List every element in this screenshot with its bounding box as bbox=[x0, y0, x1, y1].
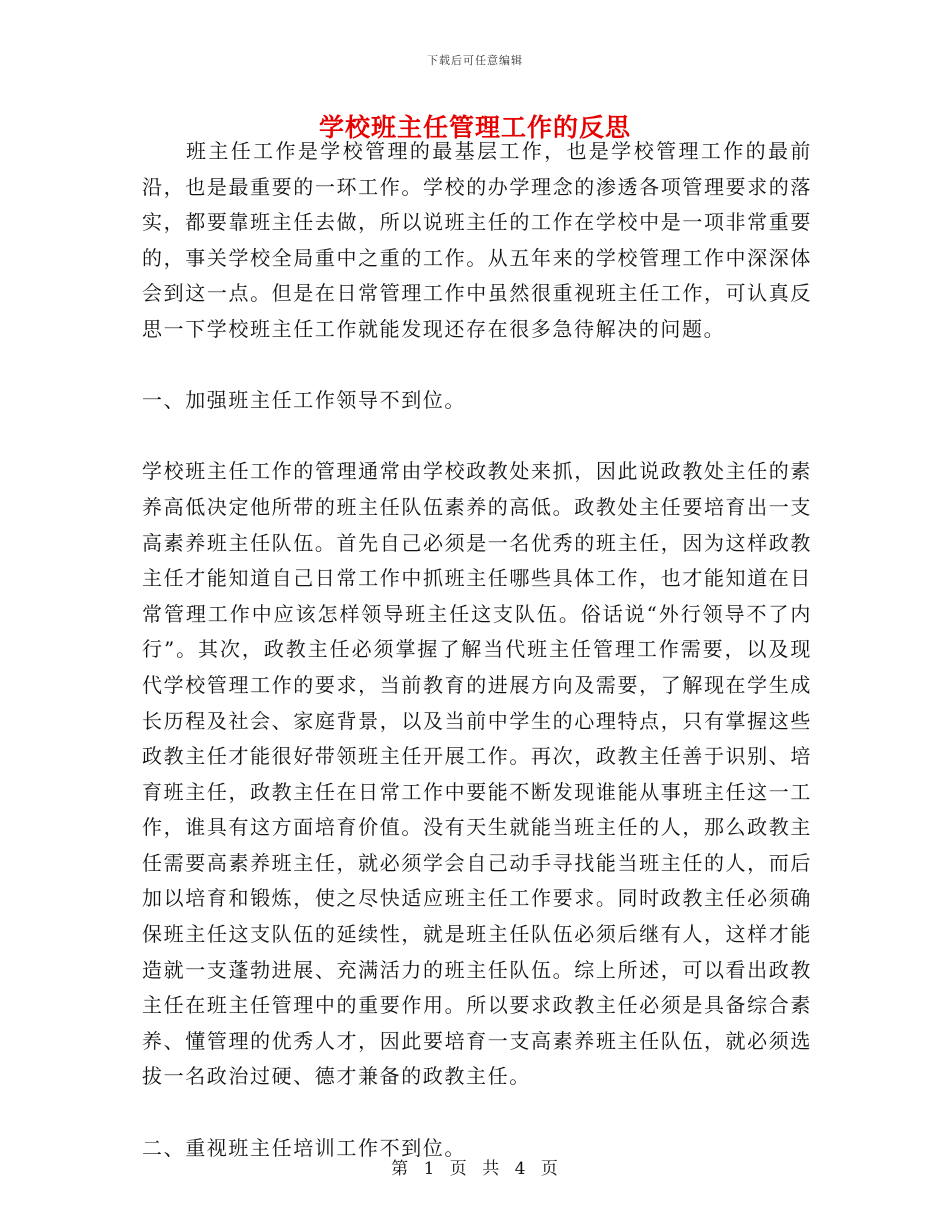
header-note: 下载后可任意编辑 bbox=[427, 54, 523, 67]
section-heading-2: 二、重视班主任培训工作不到位。 bbox=[142, 1135, 466, 1160]
section-heading-1: 一、加强班主任工作领导不到位。 bbox=[142, 388, 466, 413]
document-title: 学校班主任管理工作的反思 bbox=[318, 113, 631, 142]
page-footer: 第 1 页 共 4 页 bbox=[391, 1159, 559, 1179]
section-1-paragraph: 学校班主任工作的管理通常由学校政教处来抓，因此说政教处主任的素养高低决定他所带的班主任队伍素养的高低。政教处主任要培育出一支高素养班主任队伍。首先自己必须是一名优秀的班主任，因为这样政教主任才能知道自己日常工作中抓班主任哪些具体工作，也才能知道在日常管理工作中应该怎样领导班主任这支队伍。俗话说“外行领导不了内行”。其次，政教主任必须掌握了解当代班主任管理工作需要，以及现代学校管理工作的要求，当前教育的进展方向及需要，了解现在学生成长历程及社会、家庭背景，以及当前中学生的心理特点，只有掌握这些政教主任才能很好带领班主任开展工作。再次，政教主任善于识别、培育班主任，政教主任在日常工作中要能不断发现谁能从事班主任这一工作，谁具有这方面培育价值。没有天生就能当班主任的人，那么政教主任需要高素养班主任，就必须学会自己动手寻找能当班主任的人，而后加以培育和锻炼，使之尽快适应班主任工作要求。同时政教主任必须确保班主任这支队伍的延续性，就是班主任队伍必须后继有人，这样才能造就一支蓬勃进展、充满活力的班主任队伍。综上所述，可以看出政教主任在班主任管理中的重要作用。所以要求政教主任必须是具备综合素养、懂管理的优秀人才，因此要培育一支高素养班主任队伍，就必须选拔一名政治过硬、德才兼备的政教主任。 bbox=[142, 459, 812, 1089]
intro-paragraph: 班主任工作是学校管理的最基层工作，也是学校管理工作的最前沿，也是最重要的一环工作。学校的办学理念的渗透各项管理要求的落实，都要靠班主任去做，所以说班主任的工作在学校中是一项非常重要的，事关学校全局重中之重的工作。从五年来的学校管理工作中深深体会到这一点。但是在日常管理工作中虽然很重视班主任工作，可认真反思一下学校班主任工作就能发现还存在很多急待解决的问题。 bbox=[142, 139, 812, 341]
document-body bbox=[142, 134, 812, 1166]
